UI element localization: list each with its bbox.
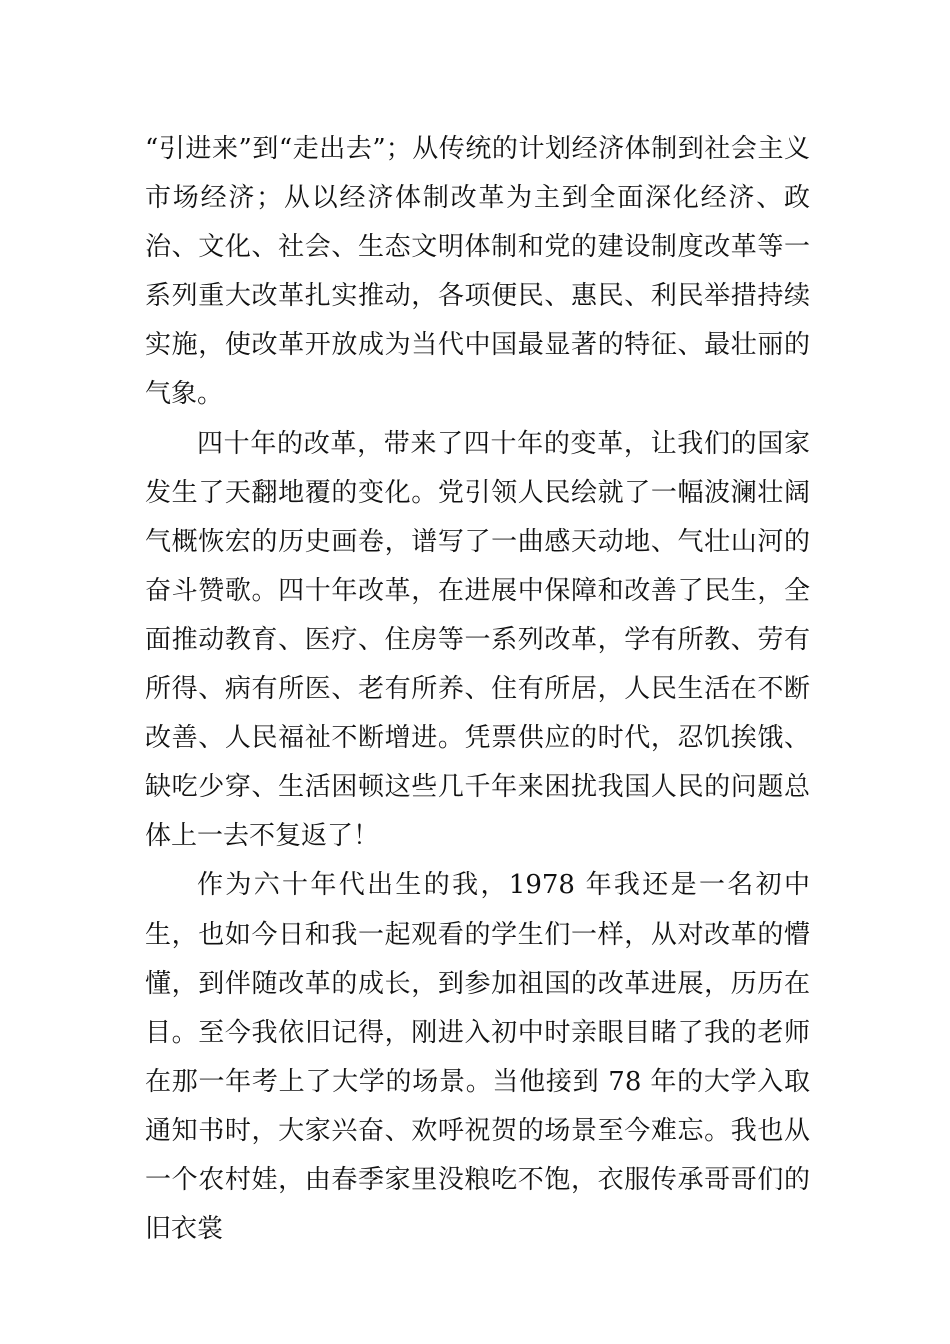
paragraph-2: 四十年的改革，带来了四十年的变革，让我们的国家发生了天翻地覆的变化。党引领人民绘就了一幅波澜壮阔气概恢宏的历史画卷，谱写了一曲感天动地、气壮山河的奋斗赞歌。四十年改革，在进展中保障和改善了民生，全面推动教育、医疗、住房等一系列改革，学有所教、劳有所得、病有所医、老有所养、住有所居，人民生活在不断改善、人民福祉不断增进。凭票供应的时代，忍饥挨饿、缺吃少穿、生活困顿这些几千年来困扰我国人民的问题总体上一去不复返了！ bbox=[145, 428, 810, 852]
body-text bbox=[145, 125, 810, 1254]
paragraph-1: “引进来”到“走出去”；从传统的计划经济体制到社会主义市场经济；从以经济体制改革为主到全面深化经济、政治、文化、社会、生态文明体制和党的建设制度改革等一系列重大改革扎实推动，各项便民、惠民、利民举措持续实施，使改革开放成为当代中国最显著的特征、最壮丽的气象。 bbox=[145, 134, 810, 410]
paragraph-3: 作为六十年代出生的我，1978 年我还是一名初中生，也如今日和我一起观看的学生们一样，从对改革的懵懂，到伴随改革的成长，到参加祖国的改革进展，历历在目。至今我依旧记得，刚进入初中时亲眼目睹了我的老师在那一年考上了大学的场景。当他接到 78 年的大学入取通知书时，大家兴奋、欢呼祝贺的场景至今难忘。我也从一个农村娃，由春季家里没粮吃不饱，衣服传承哥哥们的旧衣裳 bbox=[145, 870, 810, 1245]
